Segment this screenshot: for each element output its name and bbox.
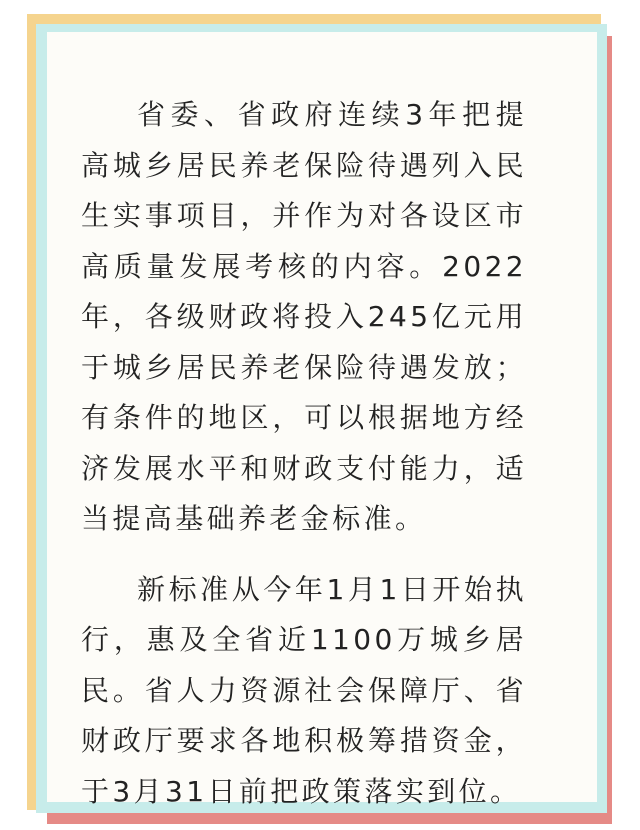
paragraph-implementation: 新标准从今年1月1日开始执行，惠及全省近1100万城乡居民。省人力资源社会保障厅、省财政厅要求各地积极筹措资金，于3月31日前把政策落实到位。 (81, 572, 527, 808)
text-card (47, 32, 597, 808)
paragraph-policy: 省委、省政府连续3年把提高城乡居民养老保险待遇列入民生实事项目，并作为对各设区市高质量发展考核的内容。2022年，各级财政将投入245亿元用于城乡居民养老保险待遇发放；有条件的地区，可以根据地方经济发展水平和财政支付能力，适当提高基础养老金标准。 (81, 98, 527, 535)
